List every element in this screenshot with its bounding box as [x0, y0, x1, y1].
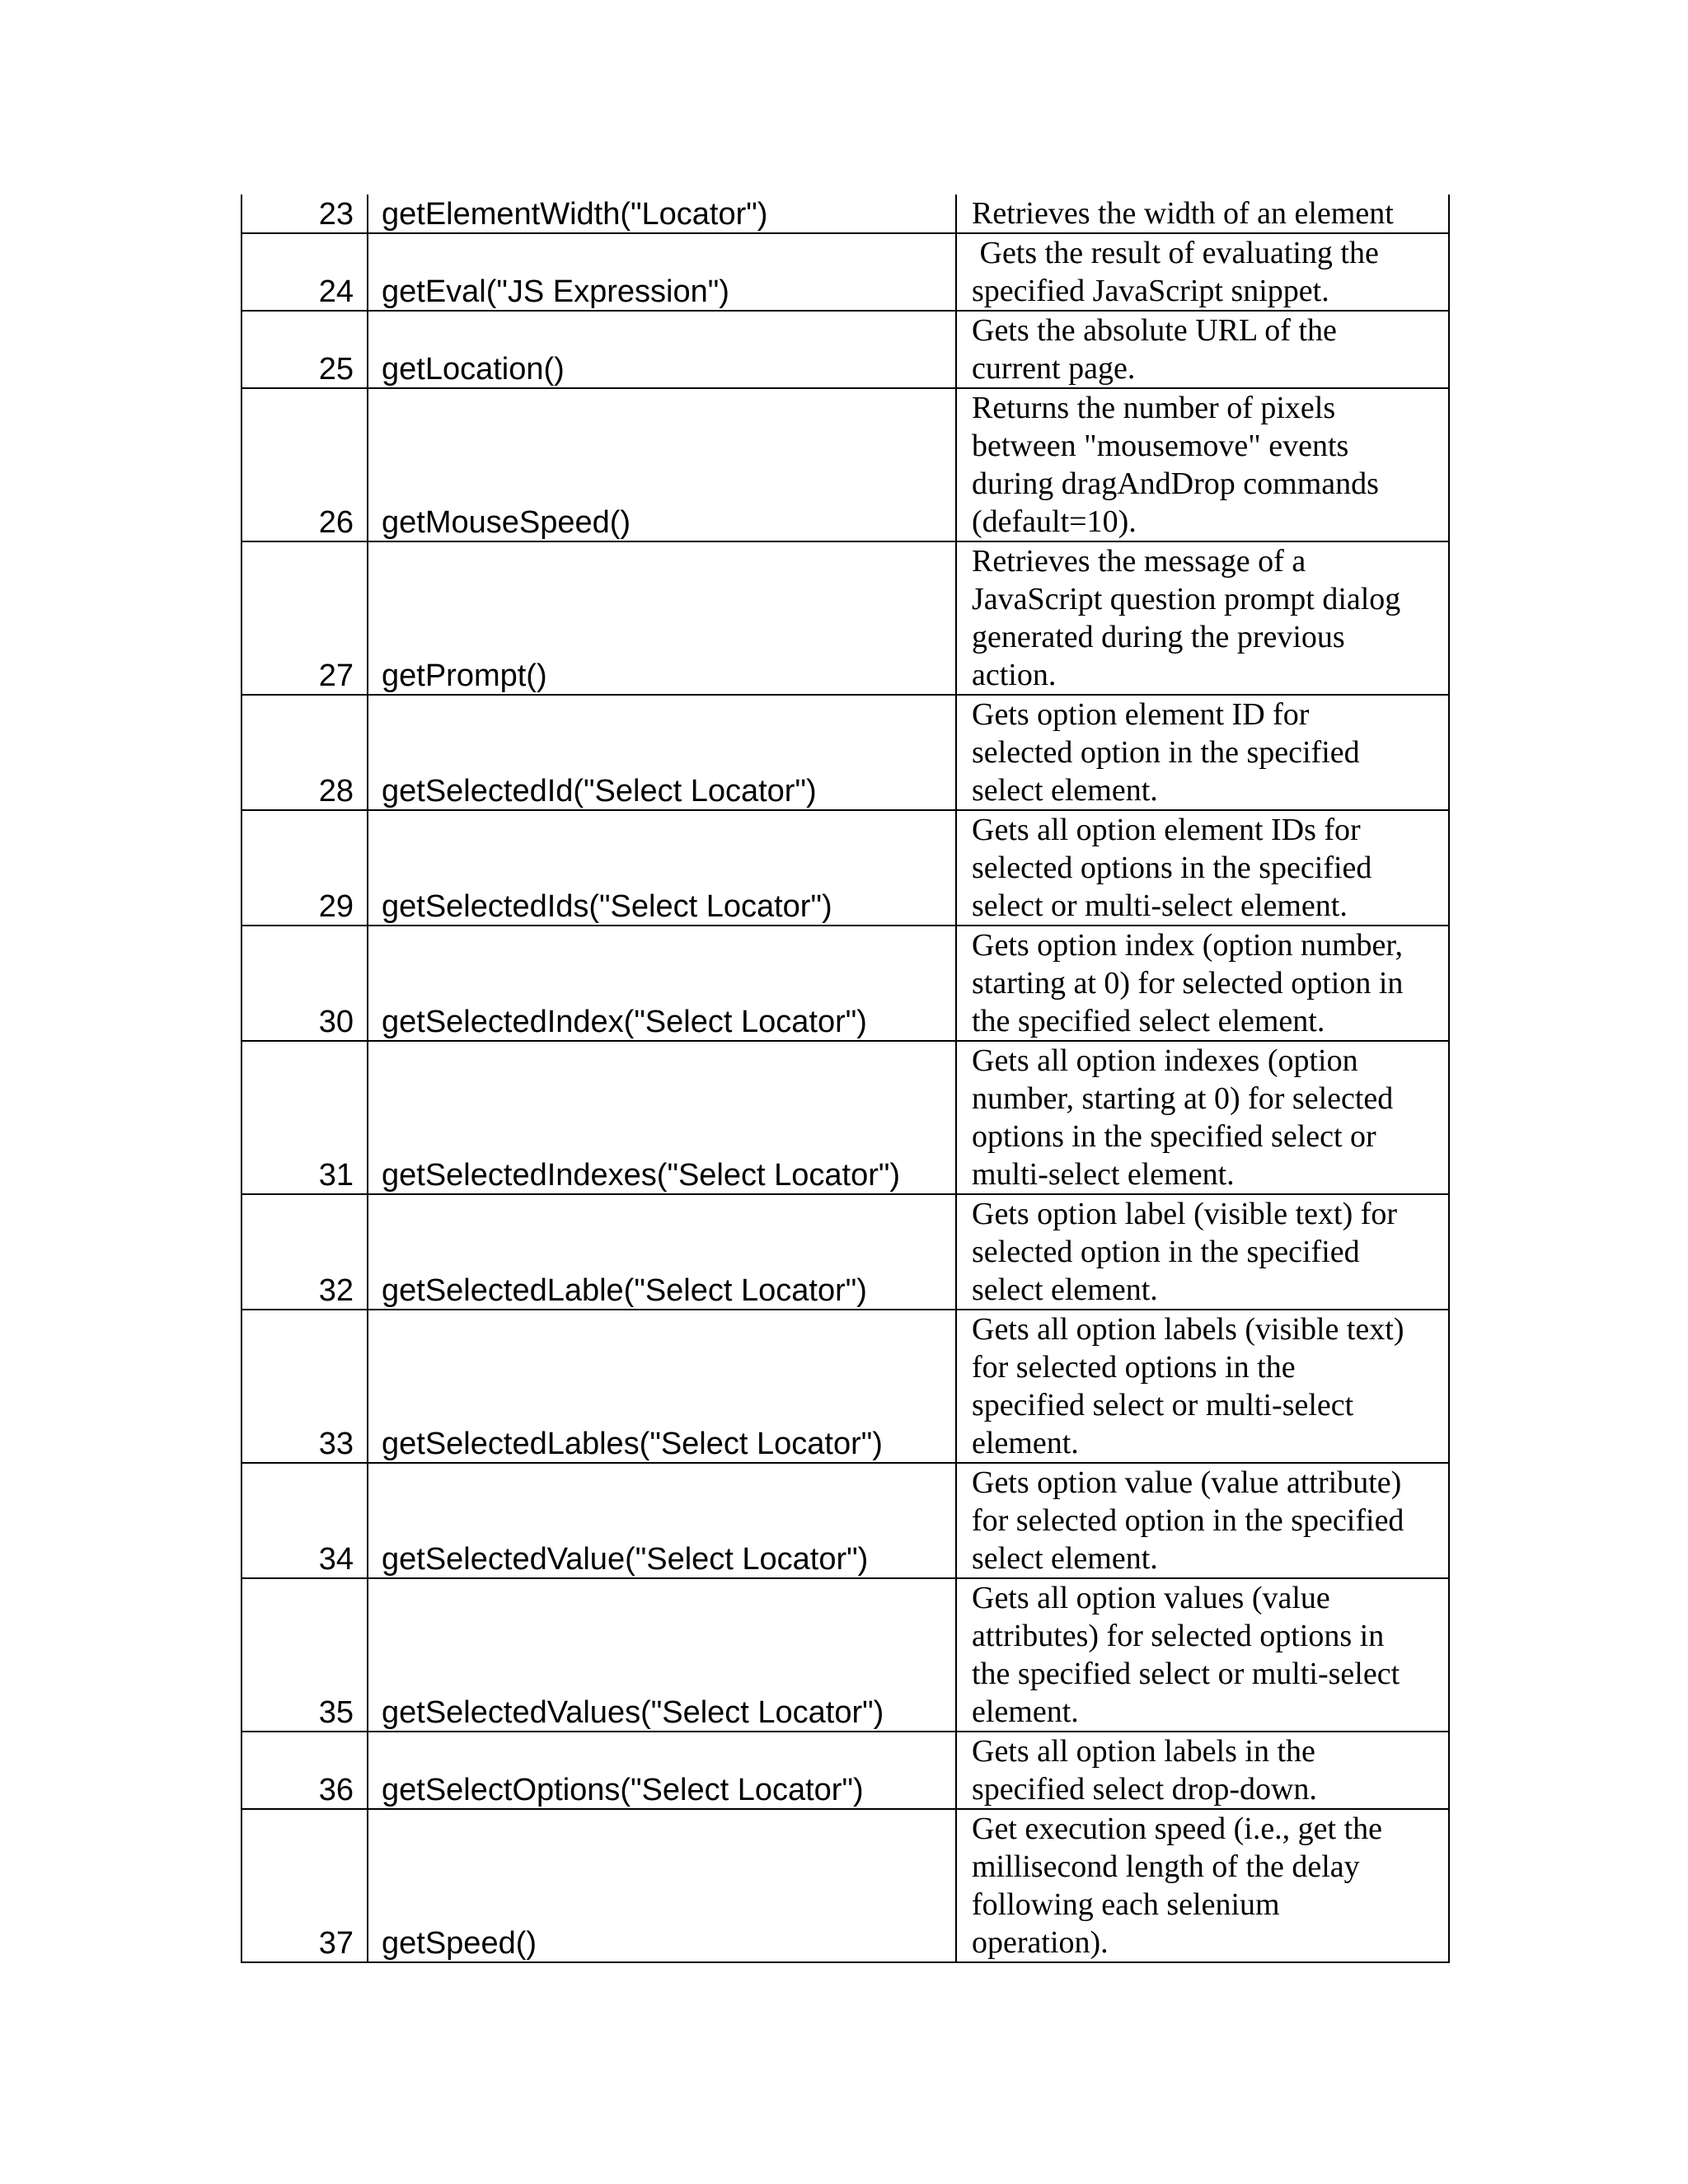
description-line: element. — [972, 1694, 1079, 1729]
description-line: for selected option in the specified — [972, 1503, 1404, 1538]
description-line: select or multi-select element. — [972, 888, 1348, 923]
command-description — [956, 695, 1449, 810]
command-description — [956, 388, 1449, 541]
command-description — [956, 810, 1449, 926]
description-line: Gets the absolute URL of the — [972, 313, 1337, 348]
command-description — [956, 1578, 1449, 1732]
description-line: element. — [972, 1426, 1079, 1460]
row-number: 23 — [241, 194, 368, 233]
command-name: getSelectedLables("Select Locator") — [368, 1310, 956, 1463]
description-line: Gets option label (visible text) for — [972, 1197, 1398, 1231]
description-line: generated during the previous — [972, 620, 1345, 654]
description-line: multi-select element. — [972, 1157, 1235, 1192]
description-line: following each selenium — [972, 1887, 1280, 1922]
description-line: (default=10). — [972, 504, 1137, 539]
command-description — [956, 233, 1449, 311]
row-number: 27 — [241, 541, 368, 695]
command-name: getSelectedIndex("Select Locator") — [368, 926, 956, 1041]
description-line: Returns the number of pixels — [972, 391, 1336, 425]
description-line: Gets option index (option number, — [972, 928, 1404, 963]
command-name: getSelectedValue("Select Locator") — [368, 1463, 956, 1578]
row-number: 26 — [241, 388, 368, 541]
description-line: select element. — [972, 773, 1158, 808]
table-row — [241, 1463, 1449, 1578]
command-description — [956, 1194, 1449, 1310]
command-description — [956, 541, 1449, 695]
description-line: during dragAndDrop commands — [972, 466, 1379, 501]
command-description — [956, 1463, 1449, 1578]
table-row — [241, 311, 1449, 388]
table-row — [241, 388, 1449, 541]
command-name: getSelectedValues("Select Locator") — [368, 1578, 956, 1732]
row-number: 30 — [241, 926, 368, 1041]
description-line: operation). — [972, 1925, 1109, 1960]
command-name: getElementWidth("Locator") — [368, 194, 956, 233]
table-row — [241, 1194, 1449, 1310]
description-line: action. — [972, 658, 1057, 692]
table-row — [241, 194, 1449, 233]
row-number: 31 — [241, 1041, 368, 1194]
description-line: Gets option value (value attribute) — [972, 1465, 1402, 1500]
row-number: 34 — [241, 1463, 368, 1578]
description-line: Retrieves the message of a — [972, 544, 1306, 579]
row-number: 37 — [241, 1809, 368, 1962]
description-line: selected option in the specified — [972, 735, 1360, 770]
description-line: specified JavaScript snippet. — [972, 274, 1329, 308]
description-line: number, starting at 0) for selected — [972, 1081, 1394, 1116]
table-row — [241, 695, 1449, 810]
description-line: select element. — [972, 1541, 1158, 1576]
table-row — [241, 810, 1449, 926]
command-name: getSelectedId("Select Locator") — [368, 695, 956, 810]
description-line: Gets all option labels in the — [972, 1734, 1315, 1769]
command-description — [956, 1310, 1449, 1463]
command-description — [956, 311, 1449, 388]
row-number: 25 — [241, 311, 368, 388]
command-name: getSpeed() — [368, 1809, 956, 1962]
description-line: starting at 0) for selected option in — [972, 966, 1404, 1001]
table-row — [241, 1578, 1449, 1732]
description-line: selected option in the specified — [972, 1235, 1360, 1269]
command-description — [956, 926, 1449, 1041]
description-line: millisecond length of the delay — [972, 1849, 1360, 1884]
description-line: the specified select element. — [972, 1004, 1325, 1038]
command-description — [956, 1041, 1449, 1194]
row-number: 29 — [241, 810, 368, 926]
description-line: the specified select or multi-select — [972, 1657, 1400, 1691]
description-line: specified select or multi-select — [972, 1388, 1354, 1422]
command-name: getLocation() — [368, 311, 956, 388]
table-row — [241, 926, 1449, 1041]
description-line: between "mousemove" events — [972, 429, 1349, 463]
table-row — [241, 541, 1449, 695]
description-line: selected options in the specified — [972, 851, 1372, 885]
row-number: 33 — [241, 1310, 368, 1463]
table-row — [241, 1809, 1449, 1962]
row-number: 28 — [241, 695, 368, 810]
description-line: options in the specified select or — [972, 1119, 1376, 1154]
description-line: for selected options in the — [972, 1350, 1296, 1385]
table-row — [241, 1041, 1449, 1194]
command-name: getSelectedLable("Select Locator") — [368, 1194, 956, 1310]
command-table-body — [241, 194, 1449, 1962]
command-table — [241, 194, 1450, 1963]
description-line: current page. — [972, 351, 1136, 386]
command-description — [956, 1809, 1449, 1962]
description-line: attributes) for selected options in — [972, 1619, 1385, 1653]
description-line: Gets the result of evaluating the — [972, 236, 1379, 270]
command-name: getSelectOptions("Select Locator") — [368, 1732, 956, 1809]
row-number: 35 — [241, 1578, 368, 1732]
description-line: Gets all option labels (visible text) — [972, 1312, 1404, 1347]
row-number: 24 — [241, 233, 368, 311]
command-name: getEval("JS Expression") — [368, 233, 956, 311]
description-line: Get execution speed (i.e., get the — [972, 1811, 1383, 1846]
table-row — [241, 1732, 1449, 1809]
command-name: getSelectedIds("Select Locator") — [368, 810, 956, 926]
description-line: Gets all option indexes (option — [972, 1043, 1358, 1078]
row-number: 32 — [241, 1194, 368, 1310]
description-line: Retrieves the width of an element — [972, 196, 1394, 231]
description-line: Gets all option values (value — [972, 1581, 1330, 1615]
command-description — [956, 194, 1449, 233]
description-line: specified select drop-down. — [972, 1772, 1317, 1807]
table-row — [241, 233, 1449, 311]
description-line: select element. — [972, 1272, 1158, 1307]
description-line: Gets option element ID for — [972, 697, 1310, 732]
command-name: getSelectedIndexes("Select Locator") — [368, 1041, 956, 1194]
description-line: JavaScript question prompt dialog — [972, 582, 1401, 616]
command-name: getPrompt() — [368, 541, 956, 695]
command-description — [956, 1732, 1449, 1809]
row-number: 36 — [241, 1732, 368, 1809]
table-row — [241, 1310, 1449, 1463]
description-line: Gets all option element IDs for — [972, 813, 1361, 847]
command-name: getMouseSpeed() — [368, 388, 956, 541]
